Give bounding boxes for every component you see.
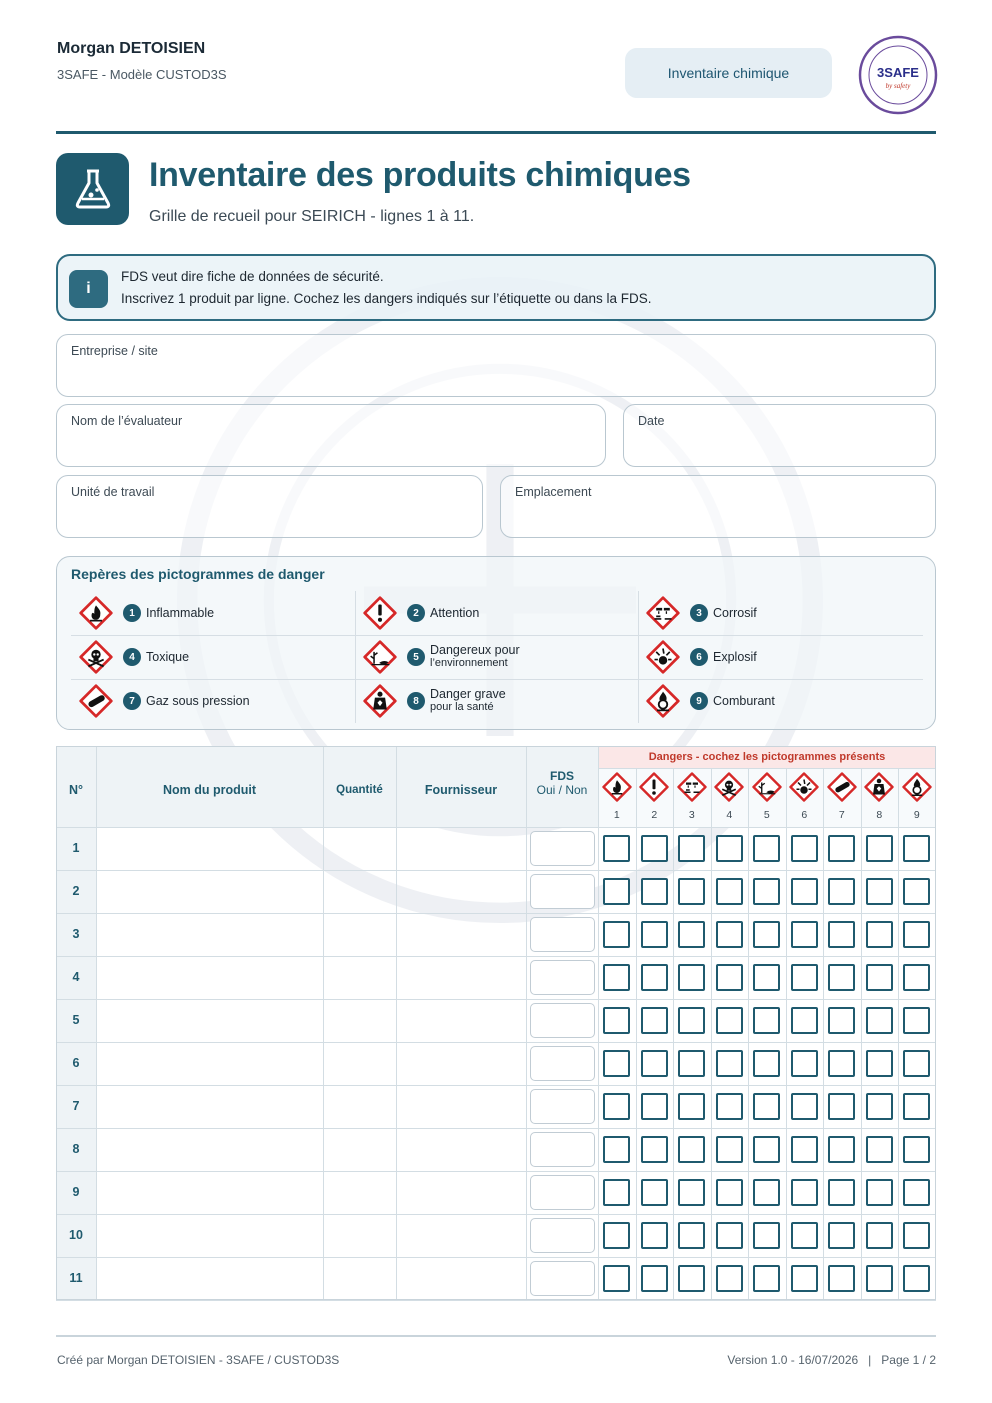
legend-label-line1: Explosif	[713, 649, 757, 664]
legend-number: 9	[690, 692, 708, 710]
document-tag: Inventaire chimique	[625, 48, 832, 98]
entreprise-label: Entreprise / site	[71, 344, 158, 358]
legend-label-line1: Dangereux pour	[430, 643, 520, 657]
legend-item	[355, 591, 479, 635]
gas-cylinder-icon	[79, 684, 113, 718]
legend-label	[713, 651, 757, 664]
info-box	[56, 254, 936, 321]
legend-label-line1: Attention	[430, 605, 480, 620]
date-field[interactable]	[623, 404, 936, 467]
footer-version: Version 1.0 - 16/07/2026 | Page 1 / 2	[727, 1353, 936, 1367]
legend-item	[71, 591, 214, 635]
pictogram-legend	[56, 556, 936, 730]
legend-number: 6	[690, 648, 708, 666]
col-header-qty: Quantité	[336, 784, 383, 796]
evaluateur-field[interactable]	[56, 404, 606, 467]
col-header-fds-sub: Oui / Non	[536, 783, 588, 797]
legend-number: 7	[123, 692, 141, 710]
danger-column-number: 4	[726, 809, 733, 821]
dangers-header-title: Dangers - cochez les pictogrammes présents	[598, 746, 936, 768]
danger-column-number: 8	[876, 809, 883, 821]
legend-item	[71, 635, 189, 679]
row-number: 7	[72, 1099, 80, 1113]
header-divider	[56, 131, 936, 134]
row-number: 5	[72, 1013, 80, 1027]
legend-item	[638, 679, 775, 723]
legend-number: 1	[123, 604, 141, 622]
col-header-supplier: Fournisseur	[424, 783, 498, 797]
legend-label	[430, 688, 506, 714]
legend-label-line1: Danger grave	[430, 687, 506, 701]
environment-icon	[363, 640, 397, 674]
footer-credit: Créé par Morgan DETOISIEN - 3SAFE / CUSTOD3S	[57, 1353, 340, 1367]
legend-title: Repères des pictogrammes de danger	[71, 566, 325, 582]
unite-field[interactable]	[56, 475, 483, 538]
skull-icon	[79, 640, 113, 674]
legend-label-line1: Comburant	[713, 693, 775, 708]
emplacement-label: Emplacement	[515, 485, 592, 499]
legend-number: 8	[407, 692, 425, 710]
info-line-1: FDS veut dire fiche de données de sécurité.	[121, 269, 384, 284]
legend-label-line2: pour la santé	[430, 701, 494, 713]
row-number: 9	[72, 1185, 80, 1199]
3safe-logo	[857, 34, 939, 116]
flame-icon	[79, 596, 113, 630]
legend-label-line1: Inflammable	[146, 605, 215, 620]
danger-column-number: 2	[651, 809, 658, 821]
legend-label-line2: l’environnement	[430, 657, 508, 669]
legend-label	[146, 695, 250, 708]
legend-item	[355, 635, 520, 679]
table-row-divider	[56, 1300, 936, 1301]
row-number: 3	[72, 927, 80, 941]
legend-label	[146, 651, 189, 664]
oxidizer-icon	[646, 684, 680, 718]
danger-column-number: 6	[801, 809, 808, 821]
legend-number: 3	[690, 604, 708, 622]
row-number: 1	[72, 841, 80, 855]
legend-label	[713, 607, 757, 620]
legend-label	[146, 607, 214, 620]
legend-label-line1: Corrosif	[713, 605, 757, 620]
danger-column-number: 5	[763, 809, 770, 821]
table-border	[56, 746, 936, 1300]
col-header-fds-label: FDS	[550, 769, 574, 783]
author-name: Morgan DETOISIEN	[57, 40, 206, 57]
emplacement-field[interactable]	[500, 475, 936, 538]
svg-text:by safety: by safety	[885, 82, 911, 90]
page-title: Inventaire des produits chimiques	[149, 156, 691, 194]
legend-item	[638, 635, 757, 679]
row-number: 11	[69, 1271, 83, 1285]
danger-column-number: 3	[688, 809, 695, 821]
legend-label	[430, 644, 520, 670]
unite-label: Unité de travail	[71, 485, 155, 499]
legend-number: 5	[407, 648, 425, 666]
page-subtitle: Grille de recueil pour SEIRICH - lignes 1 à 11.	[149, 208, 475, 225]
footer-divider	[56, 1335, 936, 1337]
entreprise-field[interactable]	[56, 334, 936, 397]
row-number: 10	[69, 1228, 83, 1242]
info-line-2: Inscrivez 1 produit par ligne. Cochez les dangers indiqués sur l’étiquette ou dans la FDS.	[121, 291, 652, 306]
row-number: 6	[72, 1056, 80, 1070]
legend-label	[430, 607, 479, 620]
inventory-table	[56, 746, 936, 1300]
legend-number: 4	[123, 648, 141, 666]
info-icon: i	[69, 270, 108, 308]
header-subtitle: 3SAFE - Modèle CUSTOD3S	[57, 67, 227, 82]
danger-column-number: 7	[838, 809, 845, 821]
col-header-name: Nom du produit	[162, 783, 257, 797]
legend-label	[713, 695, 775, 708]
legend-item	[638, 591, 757, 635]
legend-number: 2	[407, 604, 425, 622]
row-number: 8	[72, 1142, 80, 1156]
date-label: Date	[638, 414, 665, 428]
danger-column-number: 9	[913, 809, 920, 821]
legend-item	[355, 679, 506, 723]
corrosion-icon	[646, 596, 680, 630]
evaluateur-label: Nom de l’évaluateur	[71, 414, 183, 428]
row-number: 4	[72, 970, 80, 984]
legend-label-line1: Gaz sous pression	[146, 693, 250, 708]
svg-text:3SAFE: 3SAFE	[877, 65, 919, 80]
danger-column-number: 1	[613, 809, 620, 821]
col-header-no: N°	[68, 783, 84, 797]
legend-item	[71, 679, 250, 723]
health-hazard-icon	[363, 684, 397, 718]
explosion-icon	[646, 640, 680, 674]
row-number: 2	[72, 884, 80, 898]
flask-icon	[56, 153, 129, 225]
exclamation-icon	[363, 596, 397, 630]
legend-label-line1: Toxique	[146, 649, 190, 664]
